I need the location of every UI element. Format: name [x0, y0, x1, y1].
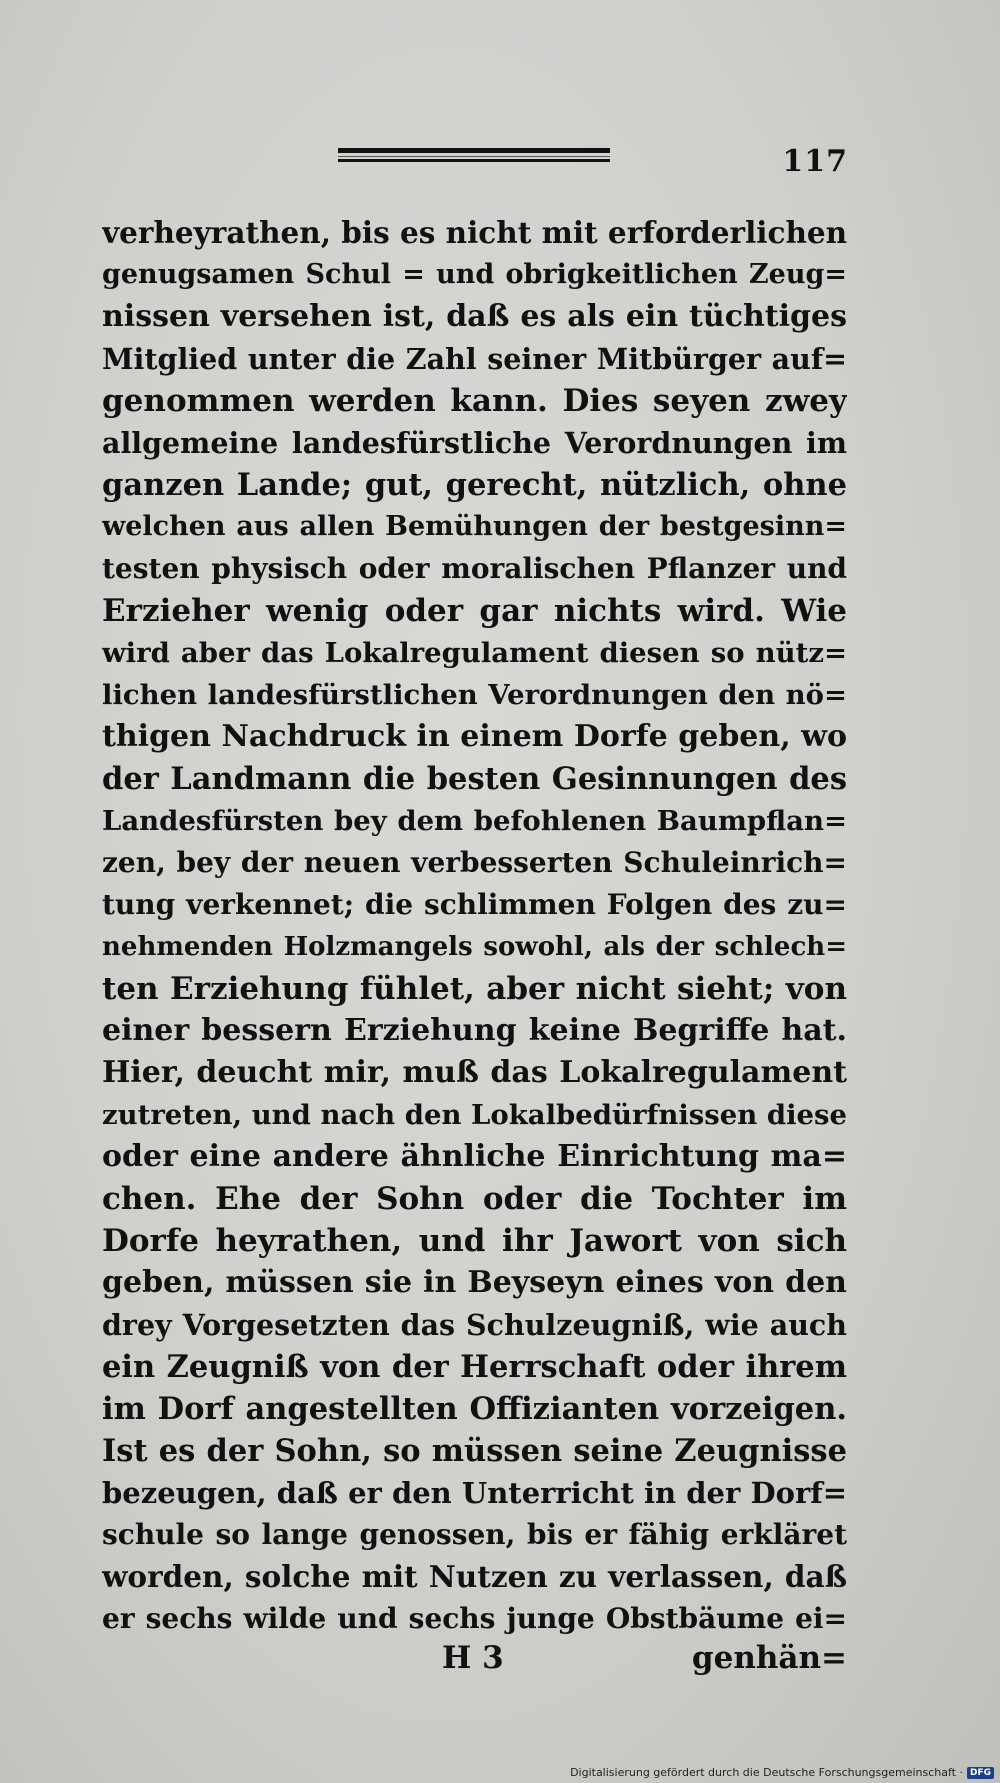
- text-line: allgemeine landesfürstliche Verordnungen im: [102, 426, 847, 460]
- text-line: schule so lange genossen, bis er fähig erkläret: [102, 1518, 847, 1551]
- text-line: Dorfe heyrathen, und ihr Jawort von sich: [102, 1223, 847, 1259]
- text-line: verheyrathen, bis es nicht mit erforderlichen: [102, 215, 847, 250]
- signature-mark: H 3: [442, 1640, 504, 1676]
- text-line: ganzen Lande; gut, gerecht, nützlich, ohne: [102, 467, 847, 503]
- dfg-logo: DFG: [967, 1767, 994, 1779]
- text-line: nissen versehen ist, daß es als ein tüchtiges: [102, 299, 847, 334]
- header-rule: [338, 148, 610, 162]
- text-line: drey Vorgesetzten das Schulzeugniß, wie auch: [102, 1308, 847, 1342]
- text-line: einer bessern Erziehung keine Begriffe hat.: [102, 1013, 847, 1048]
- text-line: oder eine andere ähnliche Einrichtung ma=: [102, 1139, 847, 1174]
- text-line: Mitglied unter die Zahl seiner Mitbürger auf=: [102, 342, 847, 376]
- text-line: er sechs wilde und sechs junge Obstbäume ei=: [102, 1602, 847, 1635]
- text-line: ein Zeugniß von der Herrschaft oder ihrem: [102, 1349, 847, 1385]
- text-line: geben, müssen sie in Beyseyn eines von den: [102, 1265, 847, 1300]
- text-line: wird aber das Lokalregulament diesen so nütz=: [102, 637, 847, 669]
- text-line: bezeugen, daß er den Unterricht in der Dorf=: [102, 1476, 847, 1510]
- text-line: Landesfürsten bey dem befohlenen Baumpflan=: [102, 805, 847, 837]
- text-line: thigen Nachdruck in einem Dorfe geben, wo: [102, 719, 847, 754]
- text-line: lichen landesfürstlichen Verordnungen den nö=: [102, 679, 847, 711]
- text-line: testen physisch oder moralischen Pflanzer und: [102, 552, 847, 585]
- text-line: tung verkennet; die schlimmen Folgen des zu=: [102, 888, 847, 921]
- text-line: ten Erziehung fühlet, aber nicht sieht; von: [102, 971, 847, 1007]
- text-line: Erzieher wenig oder gar nichts wird. Wie: [102, 593, 847, 629]
- text-line: chen. Ehe der Sohn oder die Tochter im: [102, 1181, 847, 1217]
- digitization-credit: [570, 1766, 994, 1779]
- text-line: im Dorf angestellten Offizianten vorzeigen.: [102, 1391, 847, 1427]
- catchword: genhän=: [691, 1640, 847, 1676]
- text-line: welchen aus allen Bemühungen der bestgesinn=: [102, 511, 847, 542]
- text-line: der Landmann die besten Gesinnungen des: [102, 761, 847, 797]
- text-line: genommen werden kann. Dies seyen zwey: [102, 383, 847, 419]
- body-text: [102, 212, 847, 1640]
- page-number: 117: [782, 144, 848, 179]
- text-line: zutreten, und nach den Lokalbedürfnissen diese: [102, 1099, 847, 1131]
- text-line: worden, solche mit Nutzen zu verlassen, daß: [102, 1559, 847, 1594]
- text-line: nehmenden Holzmangels sowohl, als der schlech=: [102, 932, 847, 962]
- text-line: Hier, deucht mir, muß das Lokalregulament: [102, 1055, 847, 1090]
- credit-text: Digitalisierung gefördert durch die Deutsche Forschungsgemeinschaft ·: [570, 1766, 963, 1779]
- text-line: genugsamen Schul = und obrigkeitlichen Zeug=: [102, 259, 847, 290]
- text-line: zen, bey der neuen verbesserten Schuleinrich=: [102, 846, 847, 879]
- text-line: Ist es der Sohn, so müssen seine Zeugnisse: [102, 1433, 847, 1469]
- page-footer: [102, 1640, 847, 1682]
